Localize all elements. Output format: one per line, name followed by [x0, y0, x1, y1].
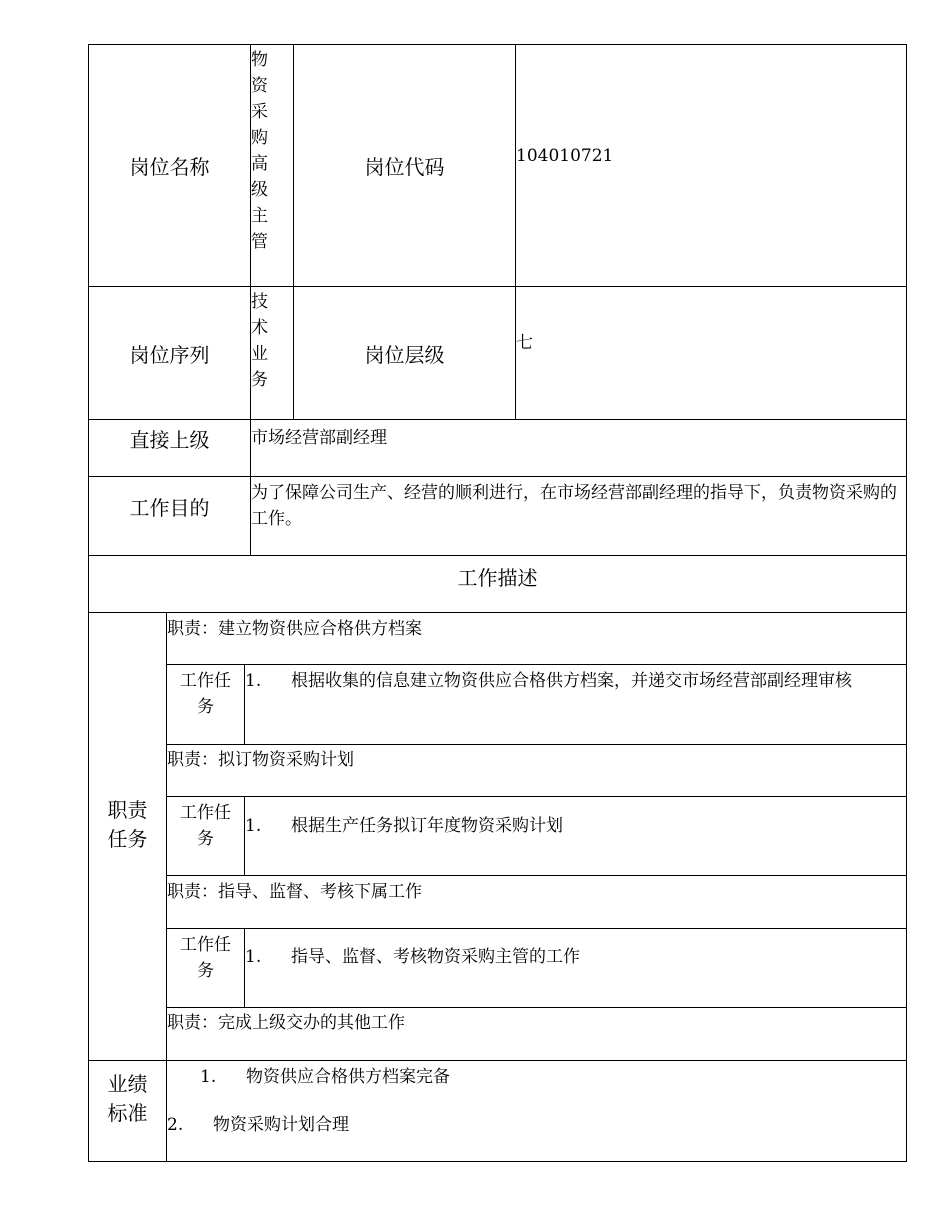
task-label — [167, 668, 244, 720]
duty-title: 职责：指导、监督、考核下属工作 — [167, 882, 422, 902]
post-code-label-text: 岗位代码 — [364, 155, 445, 179]
task-label — [167, 800, 244, 852]
task-content: 根据生产任务拟订年度物资采购计划 — [291, 816, 563, 836]
post-level-label — [294, 287, 515, 419]
task-label-line-2: 务 — [197, 961, 214, 981]
duty-title: 职责：完成上级交办的其他工作 — [167, 1013, 405, 1033]
post-series-label — [89, 287, 250, 419]
task-label — [167, 932, 244, 984]
task-number: 1. — [245, 947, 262, 967]
section-title: 工作描述 — [457, 566, 538, 590]
post-name-label — [89, 45, 250, 286]
post-code-value: 104010721 — [516, 146, 614, 166]
duty-task-label — [89, 796, 166, 854]
task-text — [245, 668, 900, 694]
performance-number: 1. — [200, 1067, 217, 1087]
post-level-label-text: 岗位层级 — [364, 342, 445, 367]
performance-label-line-2: 标准 — [107, 1101, 148, 1125]
task-label-line-2: 务 — [197, 697, 214, 717]
duty-label-line-2: 任务 — [107, 827, 148, 851]
post-series-label-text: 岗位序列 — [129, 342, 210, 367]
performance-item — [200, 1064, 450, 1090]
task-label-line-2: 务 — [197, 829, 214, 849]
task-text — [245, 813, 900, 839]
task-text — [245, 944, 900, 970]
task-number: 1. — [245, 671, 262, 691]
task-content: 根据收集的信息建立物资供应合格供方档案，并递交市场经营部副经理审核 — [291, 671, 852, 691]
performance-number: 2. — [167, 1115, 184, 1135]
superior-value: 市场经营部副经理 — [251, 428, 387, 448]
superior-label: 直接上级 — [129, 428, 210, 452]
performance-text: 物资供应合格供方档案完备 — [246, 1067, 450, 1087]
post-name-label-text: 岗位名称 — [129, 155, 210, 179]
task-label-line-1: 工作任 — [180, 803, 231, 823]
performance-label-line-1: 业绩 — [107, 1072, 148, 1096]
purpose-label: 工作目的 — [129, 496, 210, 520]
post-code-label — [294, 45, 515, 286]
purpose-value: 为了保障公司生产、经营的顺利进行，在市场经营部副经理的指导下，负责物资采购的工作。 — [251, 483, 897, 529]
task-label-line-1: 工作任 — [180, 671, 231, 691]
task-label-line-1: 工作任 — [180, 935, 231, 955]
performance-item — [167, 1112, 349, 1138]
task-content: 指导、监督、考核物资采购主管的工作 — [291, 947, 580, 967]
task-number: 1. — [245, 816, 262, 836]
post-series-value: 技术业务 — [251, 292, 268, 390]
performance-label — [89, 1070, 166, 1128]
duty-label-line-1: 职责 — [107, 798, 148, 822]
duty-title: 职责：拟订物资采购计划 — [167, 750, 354, 770]
post-name-value: 物资采购高级主管 — [251, 50, 268, 252]
duty-title: 职责：建立物资供应合格供方档案 — [167, 619, 422, 639]
post-level-value: 七 — [516, 333, 533, 353]
performance-text: 物资采购计划合理 — [213, 1115, 349, 1135]
